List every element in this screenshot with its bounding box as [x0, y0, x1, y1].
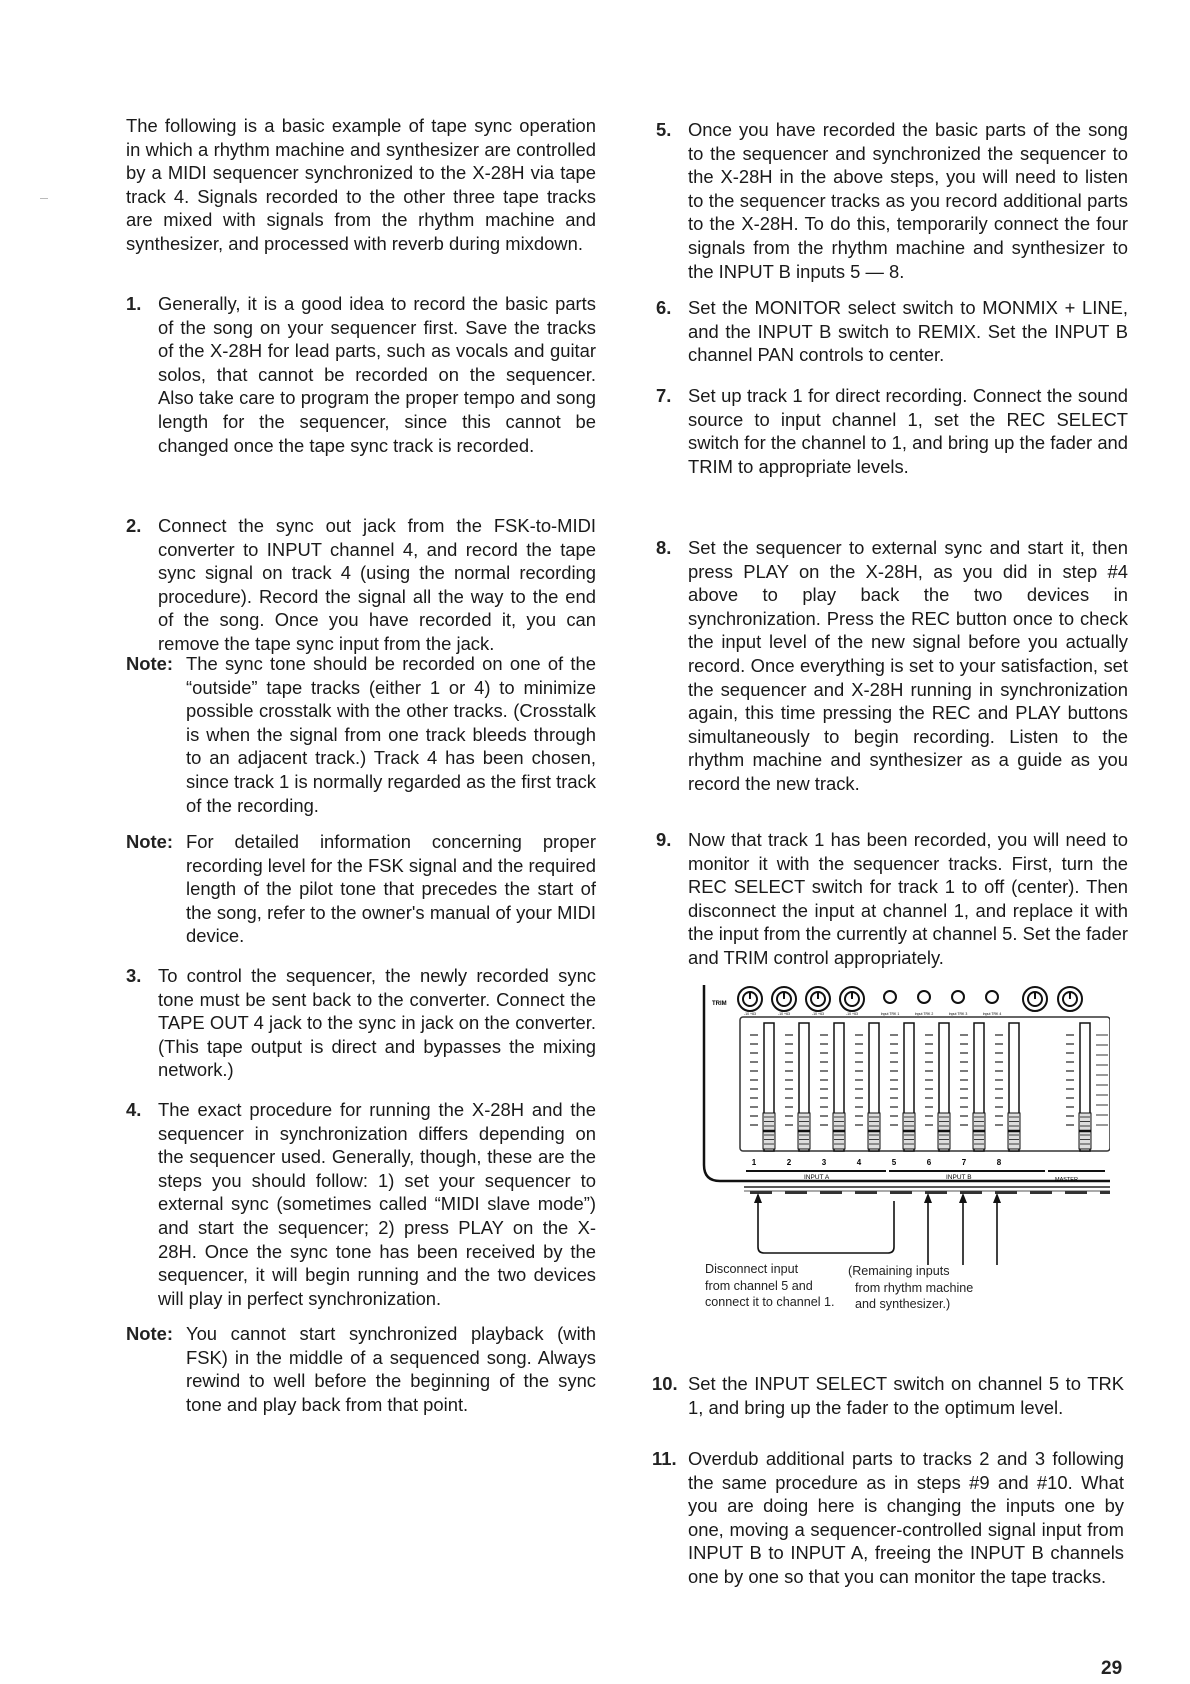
- input-knob: [983, 991, 1002, 1016]
- step-number: 10.: [652, 1373, 678, 1394]
- step-number: 3.: [126, 965, 142, 986]
- step-text: Set the INPUT SELECT switch on channel 5 to TRK 1, and bring up the fader to the optimum level.: [688, 1373, 1124, 1418]
- caption-disconnect: [705, 1261, 835, 1311]
- input-jack: [890, 1191, 912, 1194]
- step-text: Set the sequencer to external sync and start it, then press PLAY on the X-28H, as you did in step #4 above to play back the two devices in synchronization. Press the REC button once to check the input level of the new signal before you actually record. Once everything is set to your satisfaction, set the sequencer and X-28H running in synchronization again, this time pressing the REC and PLAY buttons simultaneously to begin recording. Listen to the rhythm machine and synthesizer as a guide as you record the new track.: [688, 537, 1128, 794]
- channel-number: 8: [996, 1158, 1002, 1167]
- input-jack: [925, 1191, 947, 1194]
- input-jack: [1100, 1191, 1110, 1194]
- caption-line: from channel 5 and: [705, 1278, 813, 1293]
- step-number: 9.: [656, 829, 672, 850]
- channel-number: 4: [856, 1158, 862, 1167]
- page-number: 29: [1101, 1658, 1123, 1679]
- step-number: 6.: [656, 297, 672, 318]
- caption-line: from rhythm machine: [855, 1280, 974, 1295]
- master-fader: [1066, 1023, 1108, 1151]
- channel-fader: [750, 1023, 775, 1151]
- intro-text: The following is a basic example of tape sync operation in which a rhythm machine and synthesizer are controlled by a MIDI sequencer synchronized to the X-28H via tape track 4. Signals recorded to the other three tape tracks are mixed with signals from the rhythm machine and synthesizer, and processed with reverb during mixdown.: [126, 115, 596, 254]
- step-text: To control the sequencer, the newly recorded sync tone must be sent back to the converter. Connect the TAPE OUT 4 jack to the sync in jack on the converter. (This tape output is direct and bypasses the mixing network.): [158, 965, 596, 1081]
- fader-bay: [740, 1017, 1110, 1151]
- knob-row: [738, 987, 1082, 1016]
- step-5: [656, 118, 1128, 283]
- caption-line: Disconnect input: [705, 1262, 799, 1276]
- input-knob: [949, 991, 968, 1016]
- trim-label: TRIM: [712, 1001, 727, 1007]
- step-text: Now that track 1 has been recorded, you will need to monitor it with the sequencer tracks. First, turn the REC SELECT switch for track 1 to off (center). Then disconnect the input at channel 1, and replace it with the input from the currently at channel 5. Set the fader and TRIM control appropriately.: [688, 829, 1128, 968]
- channel-number: 1: [751, 1158, 757, 1167]
- input-jack: [1065, 1191, 1087, 1194]
- step-text: Set the MONITOR select switch to MONMIX + LINE, and the INPUT B switch to REMIX. Set the INPUT B channel PAN controls to center.: [688, 297, 1128, 366]
- channel-number: 7: [961, 1158, 967, 1167]
- input-knob: [915, 991, 934, 1016]
- trim-knob: [806, 987, 830, 1016]
- step-7: [656, 384, 1128, 478]
- step-text: The exact procedure for running the X-28H and the sequencer in synchronization differs depending on the sequencer used. Generally, though, these are the steps you should follow: 1) set your sequencer to external sync (sometimes called “MIDI slave mode”) and start the sequencer; 2) press PLAY on the X-28H. Once the sync tone has been received by the sequencer, it will begin running and the two devices will play in perfect synchronization.: [158, 1099, 596, 1309]
- input-jack: [995, 1191, 1017, 1194]
- input-jack: [785, 1191, 807, 1194]
- step-number: 11.: [652, 1448, 677, 1469]
- input-jack: [855, 1191, 877, 1194]
- knob-sub-label: Input TRK 2: [914, 1012, 934, 1016]
- step-number: 5.: [656, 119, 672, 140]
- channel-fader: [925, 1023, 950, 1151]
- scan-mark: [40, 198, 48, 199]
- step-number: 8.: [656, 537, 672, 558]
- channel-number: 3: [821, 1158, 827, 1167]
- step-number: 4.: [126, 1099, 142, 1120]
- input-jack: [750, 1191, 772, 1194]
- channel-fader: [890, 1023, 915, 1151]
- note-recording-level: [126, 830, 596, 948]
- input-jack: [820, 1191, 842, 1194]
- input-jack: [960, 1191, 982, 1194]
- arrow-up-icon: [993, 1193, 1001, 1203]
- channel-number-row: [752, 1158, 1002, 1167]
- channel-number: 6: [926, 1158, 932, 1167]
- caption-remaining-inputs: [848, 1263, 973, 1313]
- arrow-up-icon: [754, 1193, 762, 1203]
- step-text: Overdub additional parts to tracks 2 and 3 following the same procedure as in steps #9 and #10. What you are doing here is changing the inputs one by one, moving a sequencer-controlled signal input from INPUT B to INPUT A, freeing the INPUT B channels one by one so that you can monitor the tape tracks.: [688, 1448, 1124, 1587]
- channel-fader: [855, 1023, 880, 1151]
- step-text: Once you have recorded the basic parts of the song to the sequencer and synchronized the sequencer to the X-28H in the above steps, you will need to listen to the sequencer tracks as you record additional parts to the X-28H. To do this, temporarily connect the four signals from the rhythm machine and synthesizer to the INPUT B inputs 5 — 8.: [688, 119, 1128, 282]
- caption-line: (Remaining inputs: [848, 1264, 950, 1278]
- input-b-label: INPUT B: [946, 1174, 972, 1181]
- step-number: 1.: [126, 293, 142, 314]
- knob-sub-label: -10 +63: [846, 1012, 858, 1016]
- channel-number: 2: [786, 1158, 792, 1167]
- patch-cable-ch5-to-ch1: [758, 1195, 894, 1253]
- knob-sub-label: Input TRK 3: [948, 1012, 968, 1016]
- note-label: Note:: [126, 653, 173, 674]
- knob-sub-label: Input TRK 4: [982, 1012, 1002, 1016]
- trim-knob: [738, 987, 762, 1016]
- step-text: Set up track 1 for direct recording. Connect the sound source to input channel 1, set the REC SELECT switch for the channel to 1, and bring up the fader and TRIM to appropriate levels.: [688, 385, 1128, 477]
- step-9: [656, 828, 1128, 970]
- step-1: [126, 292, 596, 457]
- note-fsk-playback: [126, 1322, 596, 1416]
- step-6: [656, 296, 1128, 367]
- step-11: [652, 1447, 1124, 1589]
- step-8: [656, 536, 1128, 796]
- knob-sub-label: -10 +63: [744, 1012, 756, 1016]
- trim-knob: [1058, 987, 1082, 1011]
- note-text: You cannot start synchronized playback (with FSK) in the middle of a sequenced song. Always rewind to well before the beginning of the sync tone and play back from that point.: [186, 1323, 596, 1415]
- note-text: The sync tone should be recorded on one of the “outside” tape tracks (either 1 or 4) to minimize possible crosstalk with the other tracks. (Crosstalk is when the signal from one track bleeds through to an adjacent track.) Track 4 has been chosen, since track 1 is normally regarded as the first track of the recording.: [186, 653, 596, 816]
- note-label: Note:: [126, 831, 173, 852]
- step-number: 2.: [126, 515, 142, 536]
- intro-paragraph: [126, 114, 596, 256]
- master-label: MASTER: [1055, 1177, 1078, 1183]
- arrow-up-icon: [959, 1193, 967, 1203]
- note-text: For detailed information concerning proper recording level for the FSK signal and the required length of the pilot tone that precedes the start of the song, refer to the owner's manual of your MIDI device.: [186, 831, 596, 947]
- channel-fader: [785, 1023, 810, 1151]
- step-10: [652, 1372, 1124, 1419]
- knob-sub-label: Input TRK 1: [880, 1012, 900, 1016]
- note-label: Note:: [126, 1323, 173, 1344]
- knob-sub-label: -10 +63: [778, 1012, 790, 1016]
- note-crosstalk: [126, 652, 596, 817]
- trim-knob: [772, 987, 796, 1016]
- input-a-label: INPUT A: [804, 1174, 830, 1181]
- caption-line: and synthesizer.): [855, 1297, 951, 1311]
- channel-fader: [995, 1023, 1020, 1151]
- knob-sub-label: -10 +63: [812, 1012, 824, 1016]
- mixer-panel-illustration: [700, 985, 1110, 1305]
- input-knob: [881, 991, 900, 1016]
- fader-row: [750, 1023, 1108, 1151]
- step-text: Connect the sync out jack from the FSK-to-MIDI converter to INPUT channel 4, and record the tape sync signal on track 4 (using the normal recording procedure). Record the signal all the way to the end of the song. Once you have recorded it, you can remove the tape sync input from the jack.: [158, 515, 596, 654]
- step-text: Generally, it is a good idea to record the basic parts of the song on your sequencer first. Save the tracks of the X-28H for lead parts, such as vocals and guitar solos, that cannot be recorded on the sequencer. Also take care to program the proper tempo and song length for the sequencer, since this cannot be changed once the tape sync track is recorded.: [158, 293, 596, 456]
- caption-line: connect it to channel 1.: [705, 1295, 835, 1309]
- trim-knob: [1023, 987, 1047, 1011]
- channel-number: 5: [891, 1158, 897, 1167]
- arrow-up-icon: [924, 1193, 932, 1203]
- input-jack: [1030, 1191, 1052, 1194]
- step-4: [126, 1098, 596, 1310]
- mixer-diagram: [700, 985, 1110, 1311]
- step-3: [126, 964, 596, 1082]
- trim-knob: [840, 987, 864, 1016]
- step-2: [126, 514, 596, 656]
- channel-fader: [820, 1023, 845, 1151]
- channel-fader: [960, 1023, 985, 1151]
- step-number: 7.: [656, 385, 672, 406]
